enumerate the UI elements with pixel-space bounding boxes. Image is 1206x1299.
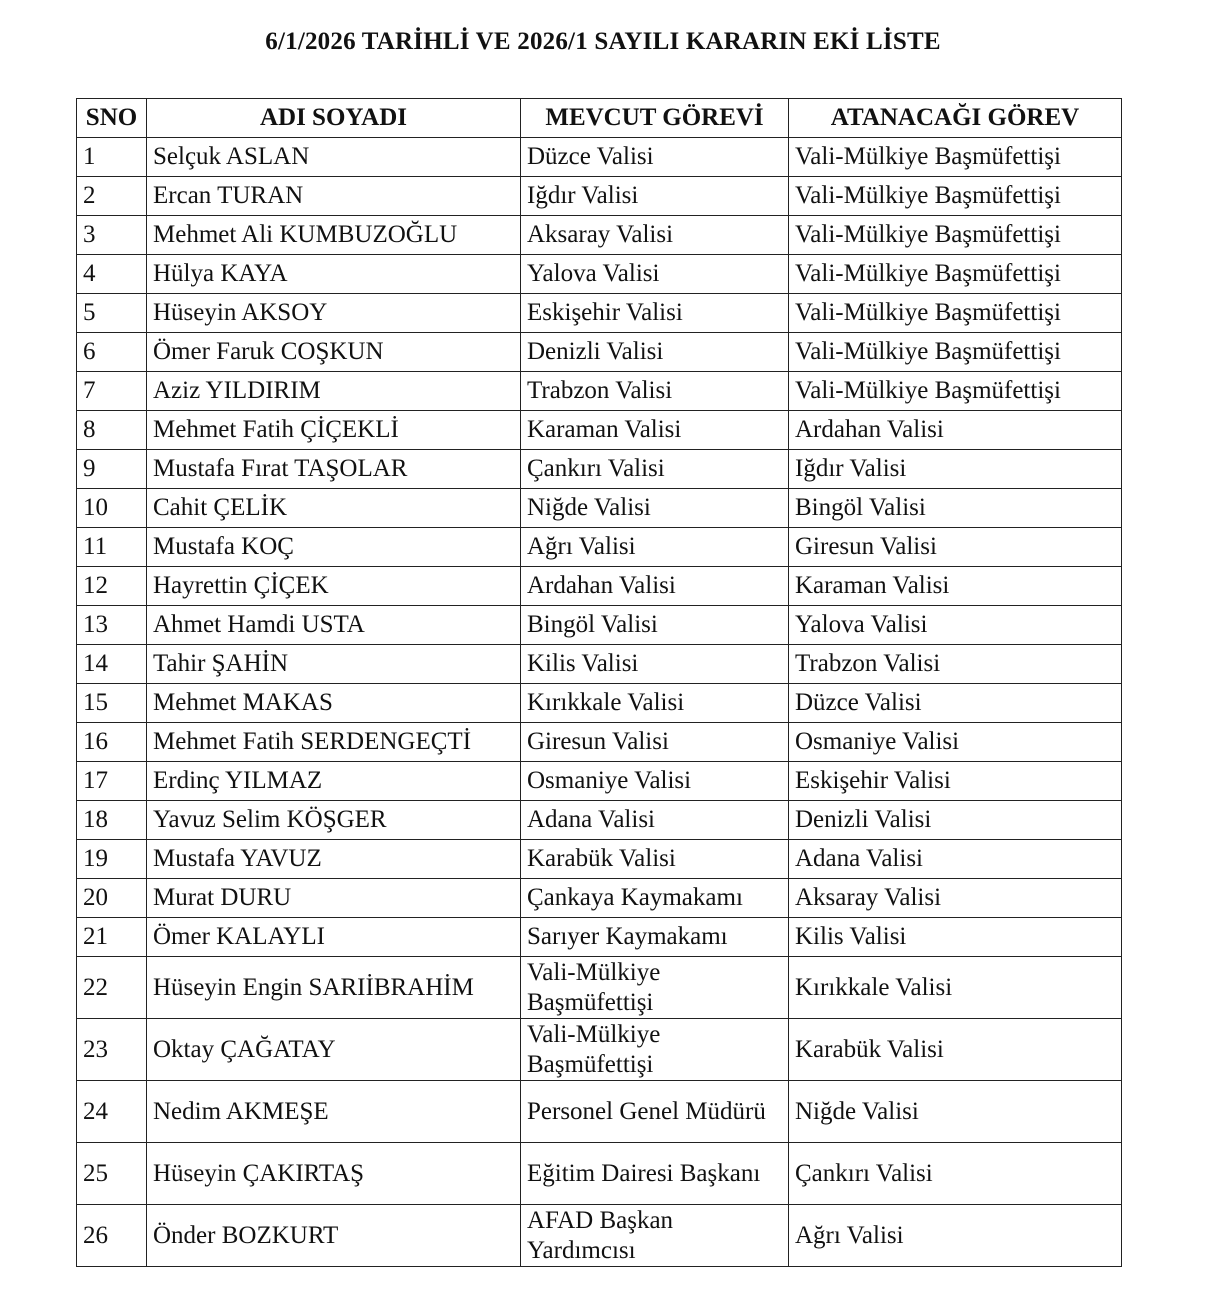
cell-assigned-position: Bingöl Valisi bbox=[789, 489, 1122, 528]
table-row bbox=[77, 723, 1122, 762]
table-row bbox=[77, 879, 1122, 918]
table-row bbox=[77, 606, 1122, 645]
cell-assigned-position: Vali-Mülkiye Başmüfettişi bbox=[789, 177, 1122, 216]
cell-sno: 8 bbox=[77, 411, 147, 450]
cell-current-position: Niğde Valisi bbox=[521, 489, 789, 528]
cell-assigned-position: Kilis Valisi bbox=[789, 918, 1122, 957]
cell-assigned-position: Çankırı Valisi bbox=[789, 1143, 1122, 1205]
table-header-row bbox=[77, 99, 1122, 138]
cell-name: Mustafa KOÇ bbox=[147, 528, 521, 567]
cell-current-position: Karabük Valisi bbox=[521, 840, 789, 879]
cell-name: Murat DURU bbox=[147, 879, 521, 918]
cell-sno: 24 bbox=[77, 1081, 147, 1143]
cell-sno: 26 bbox=[77, 1205, 147, 1267]
cell-name: Hülya KAYA bbox=[147, 255, 521, 294]
cell-assigned-position: Ardahan Valisi bbox=[789, 411, 1122, 450]
cell-current-position: Osmaniye Valisi bbox=[521, 762, 789, 801]
cell-assigned-position: Trabzon Valisi bbox=[789, 645, 1122, 684]
cell-name: Ömer Faruk COŞKUN bbox=[147, 333, 521, 372]
cell-assigned-position: Düzce Valisi bbox=[789, 684, 1122, 723]
cell-name: Oktay ÇAĞATAY bbox=[147, 1019, 521, 1081]
cell-current-position: AFAD Başkan Yardımcısı bbox=[521, 1205, 789, 1267]
cell-sno: 25 bbox=[77, 1143, 147, 1205]
cell-sno: 19 bbox=[77, 840, 147, 879]
cell-sno: 3 bbox=[77, 216, 147, 255]
table-row bbox=[77, 216, 1122, 255]
table-row bbox=[77, 645, 1122, 684]
cell-name: Mehmet Ali KUMBUZOĞLU bbox=[147, 216, 521, 255]
cell-sno: 22 bbox=[77, 957, 147, 1019]
cell-sno: 14 bbox=[77, 645, 147, 684]
cell-assigned-position: Giresun Valisi bbox=[789, 528, 1122, 567]
cell-name: Tahir ŞAHİN bbox=[147, 645, 521, 684]
table-row bbox=[77, 1143, 1122, 1205]
cell-current-position: Iğdır Valisi bbox=[521, 177, 789, 216]
cell-sno: 23 bbox=[77, 1019, 147, 1081]
table-row bbox=[77, 567, 1122, 606]
cell-assigned-position: Karaman Valisi bbox=[789, 567, 1122, 606]
cell-assigned-position: Osmaniye Valisi bbox=[789, 723, 1122, 762]
cell-name: Yavuz Selim KÖŞGER bbox=[147, 801, 521, 840]
cell-name: Hüseyin ÇAKIRTAŞ bbox=[147, 1143, 521, 1205]
cell-sno: 10 bbox=[77, 489, 147, 528]
table-row bbox=[77, 294, 1122, 333]
cell-current-position: Çankaya Kaymakamı bbox=[521, 879, 789, 918]
cell-sno: 21 bbox=[77, 918, 147, 957]
cell-sno: 6 bbox=[77, 333, 147, 372]
cell-sno: 12 bbox=[77, 567, 147, 606]
header-sno: SNO bbox=[77, 99, 147, 138]
cell-name: Hüseyin Engin SARIİBRAHİM bbox=[147, 957, 521, 1019]
cell-current-position: Karaman Valisi bbox=[521, 411, 789, 450]
cell-assigned-position: Vali-Mülkiye Başmüfettişi bbox=[789, 333, 1122, 372]
cell-sno: 13 bbox=[77, 606, 147, 645]
header-assigned-position: ATANACAĞI GÖREV bbox=[789, 99, 1122, 138]
cell-name: Mehmet MAKAS bbox=[147, 684, 521, 723]
cell-assigned-position: Eskişehir Valisi bbox=[789, 762, 1122, 801]
document-title: 6/1/2026 TARİHLİ VE 2026/1 SAYILI KARARIN EKİ LİSTE bbox=[265, 28, 941, 55]
appointment-table bbox=[76, 98, 1122, 1267]
cell-name: Mehmet Fatih SERDENGEÇTİ bbox=[147, 723, 521, 762]
table-row bbox=[77, 762, 1122, 801]
cell-sno: 9 bbox=[77, 450, 147, 489]
cell-assigned-position: Ağrı Valisi bbox=[789, 1205, 1122, 1267]
header-current-position: MEVCUT GÖREVİ bbox=[521, 99, 789, 138]
cell-name: Aziz YILDIRIM bbox=[147, 372, 521, 411]
table-row bbox=[77, 333, 1122, 372]
cell-current-position: Sarıyer Kaymakamı bbox=[521, 918, 789, 957]
cell-current-position: Ağrı Valisi bbox=[521, 528, 789, 567]
cell-current-position: Vali-Mülkiye Başmüfettişi bbox=[521, 957, 789, 1019]
cell-current-position: Yalova Valisi bbox=[521, 255, 789, 294]
cell-sno: 17 bbox=[77, 762, 147, 801]
cell-current-position: Giresun Valisi bbox=[521, 723, 789, 762]
cell-current-position: Ardahan Valisi bbox=[521, 567, 789, 606]
table-row bbox=[77, 450, 1122, 489]
cell-sno: 1 bbox=[77, 138, 147, 177]
table-row bbox=[77, 1205, 1122, 1267]
table-row bbox=[77, 372, 1122, 411]
cell-name: Ömer KALAYLI bbox=[147, 918, 521, 957]
table-row bbox=[77, 918, 1122, 957]
cell-sno: 16 bbox=[77, 723, 147, 762]
table-row bbox=[77, 255, 1122, 294]
cell-assigned-position: Iğdır Valisi bbox=[789, 450, 1122, 489]
cell-current-position: Çankırı Valisi bbox=[521, 450, 789, 489]
table-row bbox=[77, 528, 1122, 567]
cell-name: Ahmet Hamdi USTA bbox=[147, 606, 521, 645]
cell-assigned-position: Niğde Valisi bbox=[789, 1081, 1122, 1143]
table-row bbox=[77, 1081, 1122, 1143]
cell-assigned-position: Denizli Valisi bbox=[789, 801, 1122, 840]
cell-name: Mehmet Fatih ÇİÇEKLİ bbox=[147, 411, 521, 450]
header-name: ADI SOYADI bbox=[147, 99, 521, 138]
table-row bbox=[77, 489, 1122, 528]
cell-current-position: Vali-Mülkiye Başmüfettişi bbox=[521, 1019, 789, 1081]
cell-sno: 15 bbox=[77, 684, 147, 723]
cell-name: Cahit ÇELİK bbox=[147, 489, 521, 528]
cell-name: Erdinç YILMAZ bbox=[147, 762, 521, 801]
cell-name: Nedim AKMEŞE bbox=[147, 1081, 521, 1143]
cell-assigned-position: Vali-Mülkiye Başmüfettişi bbox=[789, 138, 1122, 177]
cell-current-position: Eskişehir Valisi bbox=[521, 294, 789, 333]
table-row bbox=[77, 177, 1122, 216]
table-row bbox=[77, 840, 1122, 879]
cell-name: Mustafa YAVUZ bbox=[147, 840, 521, 879]
cell-assigned-position: Vali-Mülkiye Başmüfettişi bbox=[789, 216, 1122, 255]
cell-assigned-position: Aksaray Valisi bbox=[789, 879, 1122, 918]
cell-sno: 18 bbox=[77, 801, 147, 840]
cell-name: Önder BOZKURT bbox=[147, 1205, 521, 1267]
cell-sno: 4 bbox=[77, 255, 147, 294]
cell-current-position: Personel Genel Müdürü bbox=[521, 1081, 789, 1143]
table-body bbox=[77, 138, 1122, 1267]
cell-name: Selçuk ASLAN bbox=[147, 138, 521, 177]
table-row bbox=[77, 411, 1122, 450]
cell-assigned-position: Karabük Valisi bbox=[789, 1019, 1122, 1081]
cell-sno: 7 bbox=[77, 372, 147, 411]
cell-current-position: Eğitim Dairesi Başkanı bbox=[521, 1143, 789, 1205]
cell-name: Mustafa Fırat TAŞOLAR bbox=[147, 450, 521, 489]
table-row bbox=[77, 801, 1122, 840]
cell-sno: 20 bbox=[77, 879, 147, 918]
cell-sno: 2 bbox=[77, 177, 147, 216]
cell-sno: 11 bbox=[77, 528, 147, 567]
cell-current-position: Trabzon Valisi bbox=[521, 372, 789, 411]
table-row bbox=[77, 957, 1122, 1019]
cell-assigned-position: Kırıkkale Valisi bbox=[789, 957, 1122, 1019]
cell-current-position: Düzce Valisi bbox=[521, 138, 789, 177]
cell-assigned-position: Vali-Mülkiye Başmüfettişi bbox=[789, 372, 1122, 411]
cell-current-position: Kırıkkale Valisi bbox=[521, 684, 789, 723]
cell-assigned-position: Vali-Mülkiye Başmüfettişi bbox=[789, 294, 1122, 333]
cell-assigned-position: Vali-Mülkiye Başmüfettişi bbox=[789, 255, 1122, 294]
cell-sno: 5 bbox=[77, 294, 147, 333]
cell-assigned-position: Adana Valisi bbox=[789, 840, 1122, 879]
cell-name: Ercan TURAN bbox=[147, 177, 521, 216]
cell-name: Hüseyin AKSOY bbox=[147, 294, 521, 333]
cell-current-position: Kilis Valisi bbox=[521, 645, 789, 684]
cell-current-position: Denizli Valisi bbox=[521, 333, 789, 372]
table-row bbox=[77, 684, 1122, 723]
table-row bbox=[77, 1019, 1122, 1081]
table-row bbox=[77, 138, 1122, 177]
cell-current-position: Aksaray Valisi bbox=[521, 216, 789, 255]
cell-assigned-position: Yalova Valisi bbox=[789, 606, 1122, 645]
cell-current-position: Adana Valisi bbox=[521, 801, 789, 840]
cell-name: Hayrettin ÇİÇEK bbox=[147, 567, 521, 606]
cell-current-position: Bingöl Valisi bbox=[521, 606, 789, 645]
